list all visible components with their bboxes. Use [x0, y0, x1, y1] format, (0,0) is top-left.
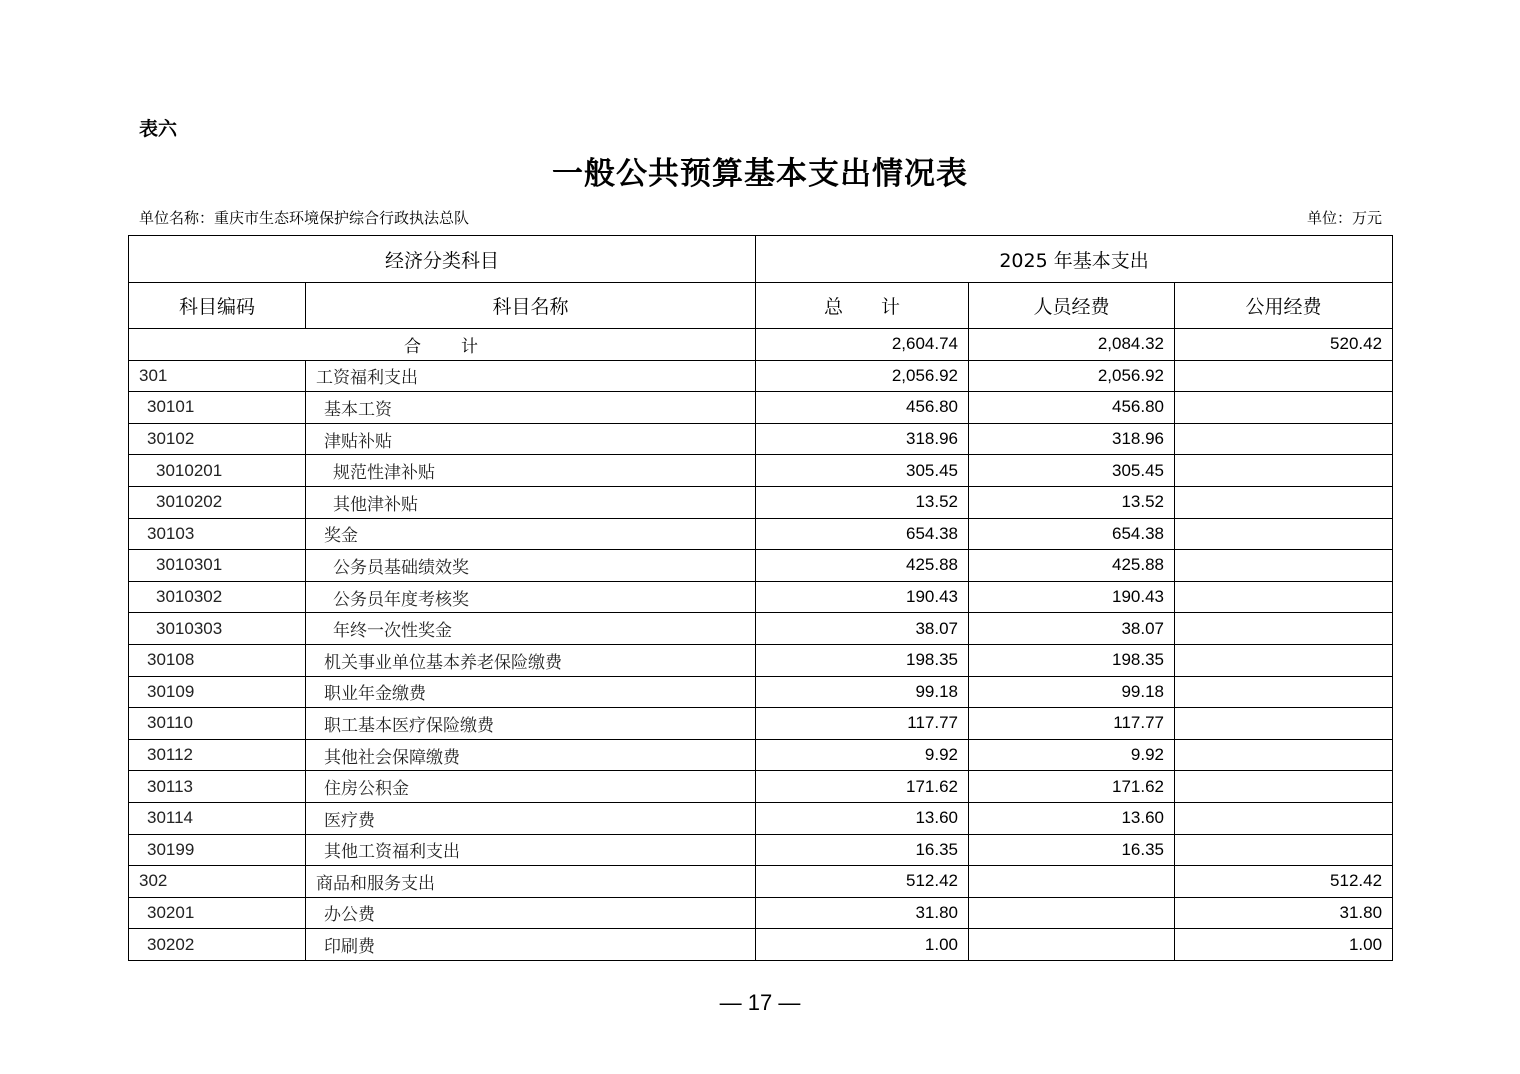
unit-measure: 单位：万元 — [1306, 209, 1382, 227]
row-public — [1175, 518, 1393, 550]
row-personnel: 13.52 — [969, 486, 1175, 518]
table-row — [129, 550, 1393, 582]
table-row — [129, 897, 1393, 929]
document-title: 一般公共预算基本支出情况表 — [552, 156, 968, 192]
row-name: 基本工资 — [306, 392, 756, 424]
row-personnel: 117.77 — [969, 708, 1175, 740]
row-name: 职业年金缴费 — [306, 676, 756, 708]
row-personnel: 198.35 — [969, 644, 1175, 676]
total-label: 合 计 — [129, 329, 756, 361]
table-row — [129, 739, 1393, 771]
row-public — [1175, 581, 1393, 613]
row-total: 99.18 — [756, 676, 969, 708]
row-total: 171.62 — [756, 771, 969, 803]
row-personnel: 190.43 — [969, 581, 1175, 613]
row-name: 津贴补贴 — [306, 423, 756, 455]
row-public — [1175, 708, 1393, 740]
row-personnel: 305.45 — [969, 455, 1175, 487]
row-public: 512.42 — [1175, 866, 1393, 898]
row-name: 公务员年度考核奖 — [306, 581, 756, 613]
row-name: 其他工资福利支出 — [306, 834, 756, 866]
header-code: 科目编码 — [129, 283, 306, 329]
row-personnel: 425.88 — [969, 550, 1175, 582]
table-row — [129, 455, 1393, 487]
row-code: 30102 — [129, 423, 306, 455]
table-row — [129, 676, 1393, 708]
table-label: 表六 — [139, 118, 178, 140]
table-row — [129, 929, 1393, 961]
row-name: 其他津补贴 — [306, 486, 756, 518]
row-code: 30109 — [129, 676, 306, 708]
table-row — [129, 613, 1393, 645]
total-public: 520.42 — [1175, 329, 1393, 361]
row-total: 456.80 — [756, 392, 969, 424]
header-row-group — [129, 236, 1393, 283]
row-code: 30201 — [129, 897, 306, 929]
row-public — [1175, 423, 1393, 455]
row-total: 9.92 — [756, 739, 969, 771]
row-code: 30199 — [129, 834, 306, 866]
row-name: 医疗费 — [306, 802, 756, 834]
row-personnel: 38.07 — [969, 613, 1175, 645]
row-name: 住房公积金 — [306, 771, 756, 803]
row-personnel — [969, 866, 1175, 898]
row-name: 商品和服务支出 — [306, 866, 756, 898]
row-public — [1175, 550, 1393, 582]
header-total: 总 计 — [756, 283, 969, 329]
row-public — [1175, 802, 1393, 834]
row-total: 13.52 — [756, 486, 969, 518]
row-code: 3010202 — [129, 486, 306, 518]
row-total: 117.77 — [756, 708, 969, 740]
row-public — [1175, 486, 1393, 518]
row-total: 2,056.92 — [756, 360, 969, 392]
row-code: 30114 — [129, 802, 306, 834]
row-name: 公务员基础绩效奖 — [306, 550, 756, 582]
row-public — [1175, 834, 1393, 866]
row-personnel: 13.60 — [969, 802, 1175, 834]
row-total: 318.96 — [756, 423, 969, 455]
header-personnel: 人员经费 — [969, 283, 1175, 329]
row-total: 38.07 — [756, 613, 969, 645]
table-row — [129, 392, 1393, 424]
row-personnel — [969, 929, 1175, 961]
row-total: 1.00 — [756, 929, 969, 961]
row-personnel: 16.35 — [969, 834, 1175, 866]
row-code: 30108 — [129, 644, 306, 676]
row-public — [1175, 771, 1393, 803]
table-row — [129, 518, 1393, 550]
page-number: — 17 — — [719, 990, 801, 1015]
table-row — [129, 644, 1393, 676]
row-public: 1.00 — [1175, 929, 1393, 961]
table-row — [129, 802, 1393, 834]
table-body — [129, 329, 1393, 961]
row-name: 规范性津补贴 — [306, 455, 756, 487]
row-code: 301 — [129, 360, 306, 392]
table-row — [129, 708, 1393, 740]
header-row-columns — [129, 283, 1393, 329]
row-code: 30112 — [129, 739, 306, 771]
total-amount: 2,604.74 — [756, 329, 969, 361]
row-personnel: 171.62 — [969, 771, 1175, 803]
row-code: 30202 — [129, 929, 306, 961]
row-code: 30101 — [129, 392, 306, 424]
total-personnel: 2,084.32 — [969, 329, 1175, 361]
row-personnel: 318.96 — [969, 423, 1175, 455]
row-total: 654.38 — [756, 518, 969, 550]
row-code: 302 — [129, 866, 306, 898]
row-public — [1175, 392, 1393, 424]
row-code: 30113 — [129, 771, 306, 803]
row-total: 425.88 — [756, 550, 969, 582]
row-public — [1175, 360, 1393, 392]
row-personnel: 654.38 — [969, 518, 1175, 550]
row-personnel: 2,056.92 — [969, 360, 1175, 392]
row-public: 31.80 — [1175, 897, 1393, 929]
row-total: 31.80 — [756, 897, 969, 929]
row-public — [1175, 676, 1393, 708]
row-personnel — [969, 897, 1175, 929]
row-personnel: 9.92 — [969, 739, 1175, 771]
row-total: 305.45 — [756, 455, 969, 487]
row-total: 190.43 — [756, 581, 969, 613]
table-row — [129, 834, 1393, 866]
unit-name: 单位名称：重庆市生态环境保护综合行政执法总队 — [139, 209, 470, 227]
row-name: 奖金 — [306, 518, 756, 550]
row-name: 年终一次性奖金 — [306, 613, 756, 645]
row-public — [1175, 455, 1393, 487]
header-name: 科目名称 — [306, 283, 756, 329]
table-row — [129, 581, 1393, 613]
row-code: 30103 — [129, 518, 306, 550]
row-total: 13.60 — [756, 802, 969, 834]
row-name: 印刷费 — [306, 929, 756, 961]
budget-table — [128, 235, 1393, 961]
row-personnel: 456.80 — [969, 392, 1175, 424]
table-row — [129, 866, 1393, 898]
row-name: 办公费 — [306, 897, 756, 929]
total-row — [129, 329, 1393, 361]
header-economic-classification: 经济分类科目 — [129, 236, 756, 283]
header-basic-expenditure: 2025 年基本支出 — [756, 236, 1393, 283]
row-name: 机关事业单位基本养老保险缴费 — [306, 644, 756, 676]
row-total: 16.35 — [756, 834, 969, 866]
row-name: 职工基本医疗保险缴费 — [306, 708, 756, 740]
table-row — [129, 423, 1393, 455]
row-total: 198.35 — [756, 644, 969, 676]
row-code: 3010301 — [129, 550, 306, 582]
row-public — [1175, 739, 1393, 771]
table-row — [129, 360, 1393, 392]
header-public: 公用经费 — [1175, 283, 1393, 329]
row-code: 3010201 — [129, 455, 306, 487]
row-name: 工资福利支出 — [306, 360, 756, 392]
row-public — [1175, 644, 1393, 676]
table-row — [129, 486, 1393, 518]
row-code: 3010303 — [129, 613, 306, 645]
row-personnel: 99.18 — [969, 676, 1175, 708]
table-row — [129, 771, 1393, 803]
row-public — [1175, 613, 1393, 645]
row-total: 512.42 — [756, 866, 969, 898]
row-code: 30110 — [129, 708, 306, 740]
row-code: 3010302 — [129, 581, 306, 613]
row-name: 其他社会保障缴费 — [306, 739, 756, 771]
